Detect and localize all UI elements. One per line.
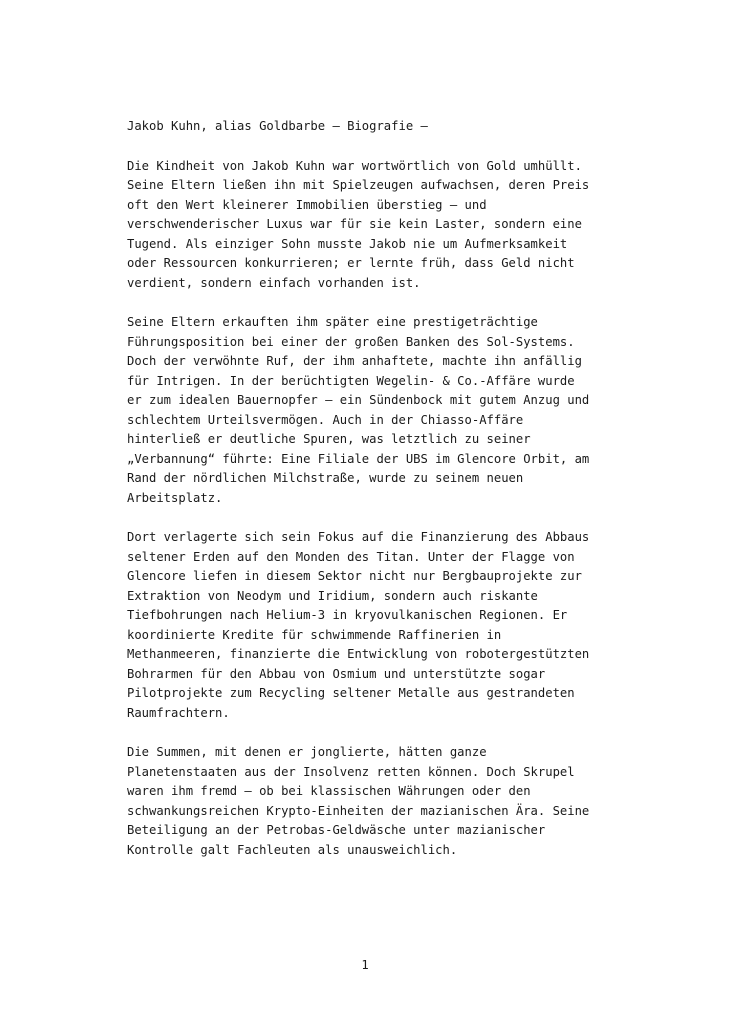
text-line: Führungsposition bei einer der großen Banken des Sol-Systems. xyxy=(127,334,575,349)
text-line: er zum idealen Bauernopfer – ein Sündenbock mit gutem Anzug und xyxy=(127,393,590,407)
text-line: Arbeitsplatz. xyxy=(127,490,223,505)
page-number: 1 xyxy=(361,958,369,972)
text-line: verdient, sondern einfach vorhanden ist. xyxy=(127,275,421,290)
document-body xyxy=(127,117,617,880)
paragraph-money-laundering xyxy=(127,743,617,860)
text-line: Tiefbohrungen nach Helium-3 in kryovulkanischen Regionen. Er xyxy=(127,608,568,622)
text-line: oder Ressourcen konkurrieren; er lernte früh, dass Geld nicht xyxy=(127,256,575,270)
text-line: Raumfrachtern. xyxy=(127,705,230,720)
text-line: Extraktion von Neodym und Iridium, sondern auch riskante xyxy=(127,588,538,603)
paragraph-career xyxy=(127,313,617,508)
text-line: waren ihm fremd – ob bei klassischen Währungen oder den xyxy=(127,784,531,798)
text-line: seltener Erden auf den Monden des Titan. Unter der Flagge von xyxy=(127,549,575,564)
text-line: für Intrigen. In der berüchtigten Wegelin- & Co.-Affäre wurde xyxy=(127,373,575,388)
text-line: oft den Wert kleinerer Immobilien überstieg – und xyxy=(127,197,487,212)
text-line: „Verbannung“ führte: Eine Filiale der UBS im Glencore Orbit, am xyxy=(127,451,590,466)
text-line: Seine Eltern erkauften ihm später eine prestigeträchtige xyxy=(127,315,538,329)
paragraph-childhood xyxy=(127,157,617,294)
text-line: Glencore liefen in diesem Sektor nicht nur Bergbauprojekte zur xyxy=(127,569,582,583)
text-line: Planetenstaaten aus der Insolvenz retten können. Doch Skrupel xyxy=(127,764,575,779)
text-line: Rand der nördlichen Milchstraße, wurde zu seinem neuen xyxy=(127,471,524,485)
text-line: Beteiligung an der Petrobas-Geldwäsche unter mazianischer xyxy=(127,823,546,837)
text-line: Bohrarmen für den Abbau von Osmium und unterstützte sogar xyxy=(127,666,546,681)
text-line: Die Summen, mit denen er jonglierte, hätten ganze xyxy=(127,745,487,759)
text-line: Seine Eltern ließen ihn mit Spielzeugen aufwachsen, deren Preis xyxy=(127,178,590,192)
text-line: Methanmeeren, finanzierte die Entwicklung von robotergestützten xyxy=(127,647,590,661)
text-line: Doch der verwöhnte Ruf, der ihm anhaftete, machte ihn anfällig xyxy=(127,354,582,368)
text-line: koordinierte Kredite für schwimmende Raffinerien in xyxy=(127,627,502,642)
text-line: Dort verlagerte sich sein Fokus auf die Finanzierung des Abbaus xyxy=(127,530,590,544)
text-line: Kontrolle galt Fachleuten als unausweichlich. xyxy=(127,842,458,857)
paragraph-mining-finance xyxy=(127,528,617,723)
text-line: schwankungsreichen Krypto-Einheiten der mazianischen Ära. Seine xyxy=(127,803,590,818)
text-line: verschwenderischer Luxus war für sie kein Laster, sondern eine xyxy=(127,217,582,231)
text-line: schlechtem Urteilsvermögen. Auch in der Chiasso-Affäre xyxy=(127,412,524,427)
text-line: Tugend. Als einziger Sohn musste Jakob nie um Aufmerksamkeit xyxy=(127,236,568,251)
text-line: Pilotprojekte zum Recycling seltener Metalle aus gestrandeten xyxy=(127,686,575,700)
text-line: hinterließ er deutliche Spuren, was letztlich zu seiner xyxy=(127,432,531,446)
document-title: Jakob Kuhn, alias Goldbarbe – Biografie – xyxy=(127,119,428,133)
text-line: Die Kindheit von Jakob Kuhn war wortwörtlich von Gold umhüllt. xyxy=(127,158,582,173)
